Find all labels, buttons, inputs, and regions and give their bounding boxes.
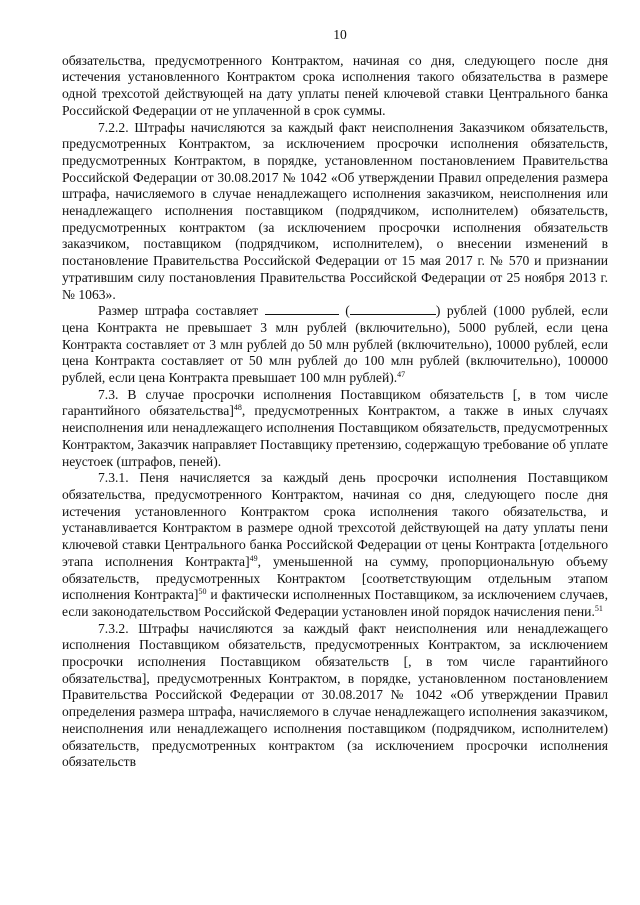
page-number: 10	[333, 27, 347, 42]
fine-amount-text-end: ) рублей (1000 рублей, если цена Контракта не превышает 3 млн рублей (включительно), 5000 рублей, если цена Контракта составляет от 3 млн рублей до 50 млн рублей (включительно), 10000 рублей, если цена Контракта составляет от 50 млн рублей до 100 млн рублей (включительно), 100000 рублей, если цена Контракта превышает 100 млн рублей).	[62, 303, 608, 386]
footnote-ref-49: 49	[249, 553, 258, 563]
fine-amount-words-blank[interactable]	[350, 314, 436, 315]
paragraph-7-3-1-text-a: 7.3.1. Пеня начисляется за каждый день просрочки исполнения Поставщиком обязательства, предусмотренного Контрактом, начиная со дня, следующего после дня истечения установленного Контрактом срока исполнения такого обязательства, и устанавливается Контрактом в размере одной трехсотой действующей на дату уплаты пени ключевой ставки Центрального банка Российской Федерации от цены Контракта [отдельного этапа исполнения Контракта]	[62, 470, 608, 569]
fine-amount-text-start: Размер штрафа составляет	[98, 303, 265, 319]
footnote-ref-50: 50	[198, 587, 207, 597]
paragraph-penalty-continuation: обязательства, предусмотренного Контрактом, начиная со дня, следующего после дня истечения установленного Контрактом срока исполнения такого обязательства в размере одной трехсотой действующей на дату уплаты пеней ключевой ставки Центрального банка Российской Федерации от не уплаченной в срок суммы.	[62, 52, 608, 118]
paragraph-7-3-1-text-c: и фактически исполненных Поставщиком, за исключением случаев, если законодательством Российской Федерации установлен иной порядок начисления пени.	[62, 587, 609, 619]
fine-amount-number-blank[interactable]	[265, 314, 339, 315]
paragraph-7-3-1-text-b: , уменьшенной на сумму, пропорциональную объему обязательств, предусмотренных Контрактом [соответствующим отдельным этапом исполнения Контракта]	[62, 553, 608, 603]
paragraph-7-3	[62, 387, 608, 471]
paragraph-7-3-1	[62, 470, 608, 620]
footnote-ref-48: 48	[233, 403, 242, 413]
paragraph-7-2-2: 7.2.2. Штрафы начисляются за каждый факт неисполнения Заказчиком обязательств, предусмотренных Контрактом, за исключением просрочки исполнения обязательств, предусмотренных Контрактом, в порядке, установленном постановлением Правительства Российской Федерации от 30.08.2017 № 1042 «Об утверждении Правил определения размера штрафа, начисляемого в случае ненадлежащего исполнения заказчиком, неисполнения или ненадлежащего исполнения поставщиком (подрядчиком, исполнителем) обязательств, предусмотренных контрактом (за исключением просрочки исполнения обязательств заказчиком, поставщиком (подрядчиком, исполнителем), о внесении изменений в постановление Правительства Российской Федерации от 15 мая 2017 г. № 570 и признании утратившим силу постановления Правительства Российской Федерации от 25 ноября 2013 г. № 1063».	[62, 119, 608, 302]
fine-amount-paren-open: (	[338, 303, 350, 319]
footnote-ref-47: 47	[397, 370, 406, 380]
paragraph-7-3-text-end: , предусмотренных Контрактом, а также в иных случаях неисполнения или ненадлежащего исполнения Поставщиком обязательств, предусмотренных Контрактом, Заказчик направляет Поставщику претензию, содержащую требование об уплате неустоек (штрафов, пеней).	[62, 403, 608, 469]
paragraph-7-3-2: 7.3.2. Штрафы начисляются за каждый факт неисполнения или ненадлежащего исполнения Поставщиком обязательств, предусмотренных Контрактом, за исключением просрочки исполнения Поставщиком обязательств [, в том числе гарантийного обязательства], предусмотренных Контрактом, в порядке, установленном постановлением Правительства Российской Федерации от 30.08.2017 № 1042 «Об утверждении Правил определения размера штрафа, начисляемого в случае ненадлежащего исполнения заказчиком, неисполнения или ненадлежащего исполнения поставщиком (подрядчиком, исполнителем) обязательств, предусмотренных контрактом (за исключением просрочки исполнения обязательств	[62, 620, 608, 770]
paragraph-fine-amount	[62, 303, 608, 387]
footnote-ref-51: 51	[594, 603, 603, 613]
paragraph-7-3-text-start: 7.3. В случае просрочки исполнения Поставщиком обязательств [, в том числе гарантийного обязательства]	[62, 386, 608, 419]
